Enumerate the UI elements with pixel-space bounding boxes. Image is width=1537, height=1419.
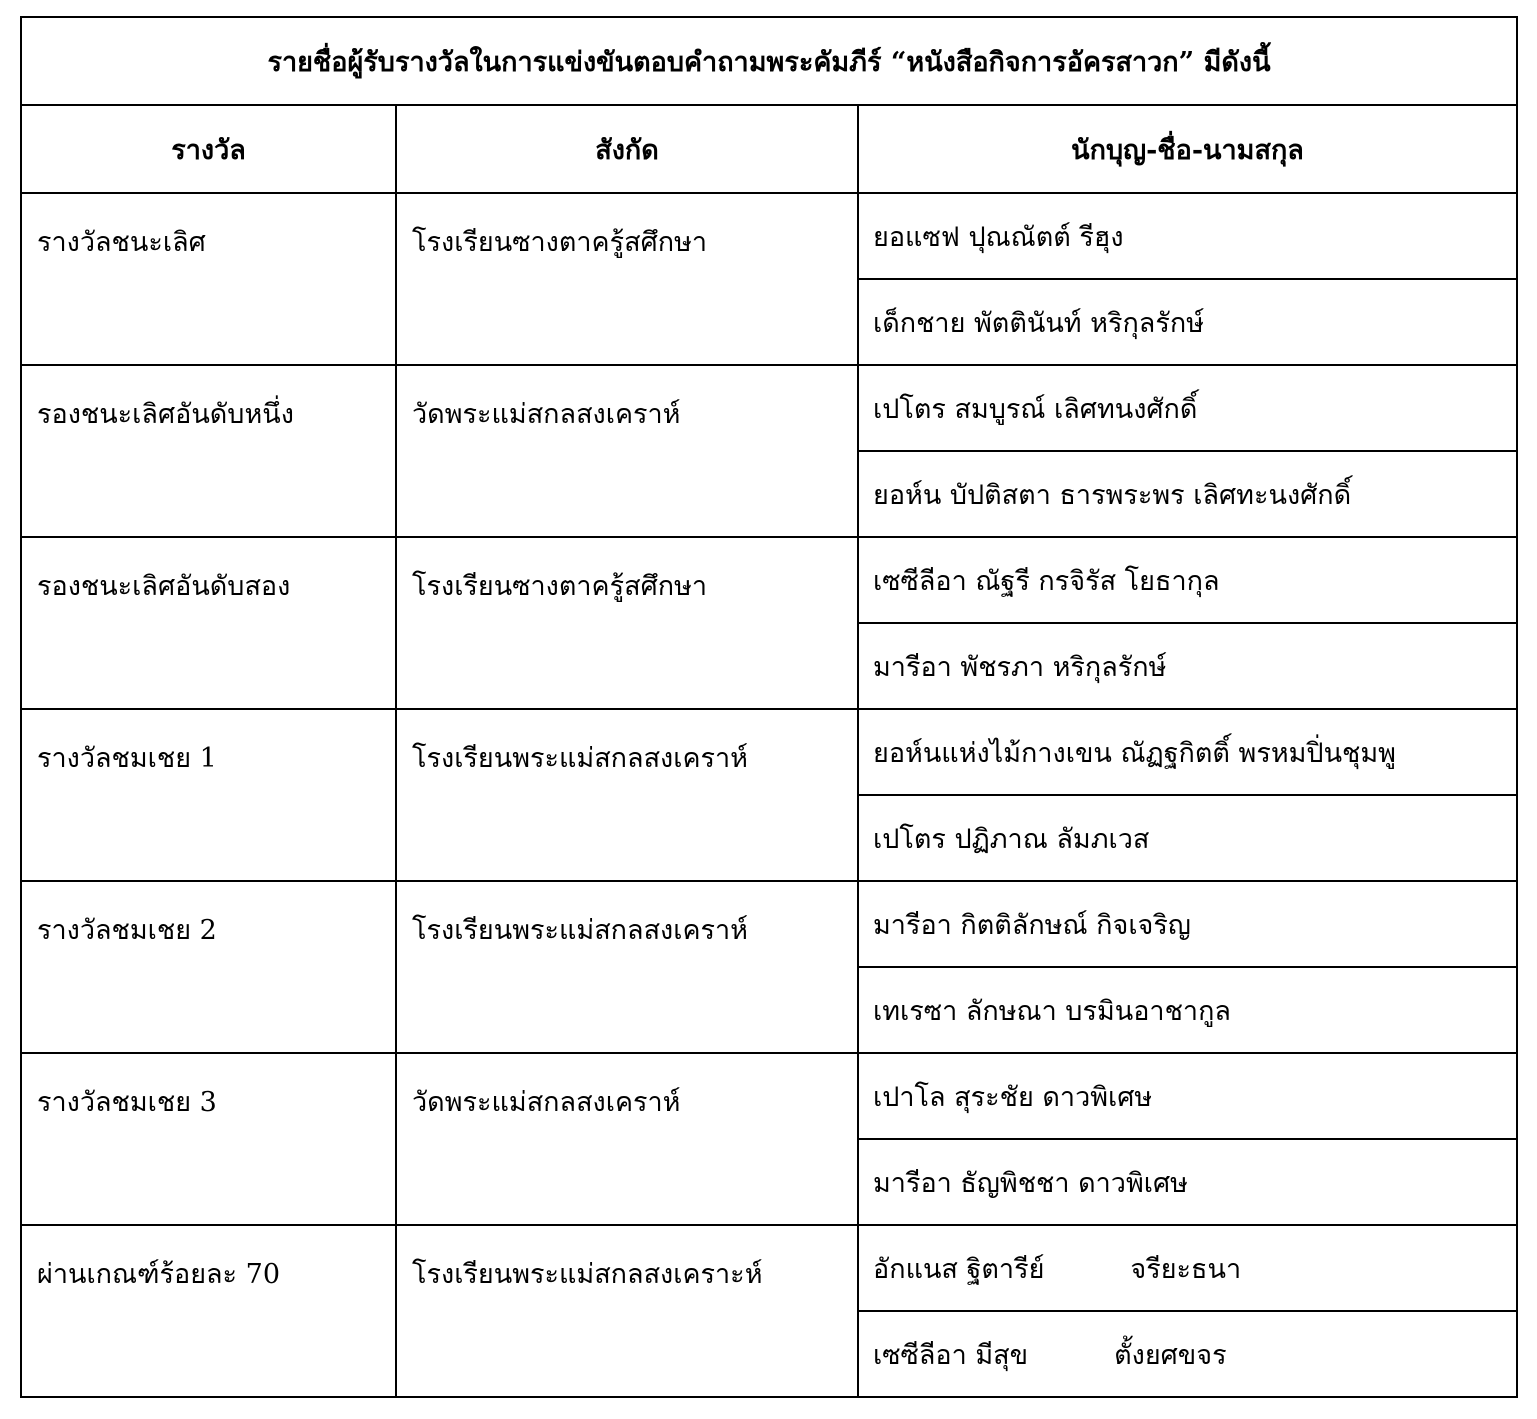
affiliation-cell: โรงเรียนพระแม่สกลสงเคราห์ xyxy=(396,881,858,1053)
person-name: เปาโล สุระชัย ดาวพิเศษ xyxy=(873,1081,1153,1113)
affiliation-cell: โรงเรียนพระแม่สกลสงเคราะห์ xyxy=(396,1225,858,1397)
name-cell xyxy=(858,881,1517,967)
document-title: รายชื่อผู้รับรางวัลในการแข่งขันตอบคำถามพระคัมภีร์ “หนังสือกิจการอัครสาวก” มีดังนี้ xyxy=(21,17,1517,105)
table-body xyxy=(21,193,1517,1397)
person-surname: ตั้งยศขจร xyxy=(1114,1339,1227,1371)
award-cell: รางวัลชมเชย 2 xyxy=(21,881,396,1053)
person-name: เซซีลีอา ณัฐรี กรจิรัส โยธากุล xyxy=(873,565,1220,597)
table-row xyxy=(21,1053,1517,1139)
affiliation-cell: โรงเรียนพระแม่สกลสงเคราห์ xyxy=(396,709,858,881)
header-name: นักบุญ-ชื่อ-นามสกุล xyxy=(858,105,1517,193)
person-name: มารีอา พัชรภา หริกุลรักษ์ xyxy=(873,651,1167,683)
name-cell xyxy=(858,967,1517,1053)
name-cell xyxy=(858,623,1517,709)
name-cell xyxy=(858,1139,1517,1225)
person-name: เปโตร ปฏิภาณ ลัมภเวส xyxy=(873,823,1150,855)
affiliation-cell: โรงเรียนซางตาครู้สศึกษา xyxy=(396,193,858,365)
table-row xyxy=(21,193,1517,279)
person-name: เปโตร สมบูรณ์ เลิศทนงศักดิ์ xyxy=(873,393,1198,425)
award-cell: รองชนะเลิศอันดับหนึ่ง xyxy=(21,365,396,537)
person-name: มารีอา ธัญพิชชา ดาวพิเศษ xyxy=(873,1167,1188,1199)
name-cell xyxy=(858,795,1517,881)
award-cell: รางวัลชนะเลิศ xyxy=(21,193,396,365)
name-cell xyxy=(858,1225,1517,1311)
person-name: เซซีลีอา มีสุข xyxy=(873,1339,1029,1371)
title-row xyxy=(21,17,1517,105)
person-name: ยอห์น บัปติสตา ธารพระพร เลิศทะนงศักดิ์ xyxy=(873,479,1352,511)
header-row xyxy=(21,105,1517,193)
name-cell xyxy=(858,193,1517,279)
person-name: เด็กชาย พัตตินันท์ หริกุลรักษ์ xyxy=(873,307,1205,339)
award-cell: รางวัลชมเชย 1 xyxy=(21,709,396,881)
person-name: ยอห์นแห่งไม้กางเขน ณัฏฐกิตติ์ พรหมปิ่นชุมพู xyxy=(873,737,1396,769)
person-name: เทเรซา ลักษณา บรมินอาชากูล xyxy=(873,995,1231,1027)
name-cell xyxy=(858,279,1517,365)
award-cell: รองชนะเลิศอันดับสอง xyxy=(21,537,396,709)
name-cell xyxy=(858,451,1517,537)
person-surname: จรียะธนา xyxy=(1130,1253,1242,1285)
name-cell xyxy=(858,537,1517,623)
affiliation-cell: โรงเรียนซางตาครู้สศึกษา xyxy=(396,537,858,709)
table-row xyxy=(21,537,1517,623)
affiliation-cell: วัดพระแม่สกลสงเคราห์ xyxy=(396,1053,858,1225)
award-cell: ผ่านเกณฑ์ร้อยละ 70 xyxy=(21,1225,396,1397)
table-row xyxy=(21,365,1517,451)
table-row xyxy=(21,1225,1517,1311)
header-affiliation: สังกัด xyxy=(396,105,858,193)
name-cell xyxy=(858,365,1517,451)
affiliation-cell: วัดพระแม่สกลสงเคราห์ xyxy=(396,365,858,537)
award-cell: รางวัลชมเชย 3 xyxy=(21,1053,396,1225)
name-cell xyxy=(858,1311,1517,1397)
name-cell xyxy=(858,1053,1517,1139)
table-row xyxy=(21,709,1517,795)
person-name: อักแนส ฐิตารีย์ xyxy=(873,1253,1045,1285)
name-cell xyxy=(858,709,1517,795)
table-row xyxy=(21,881,1517,967)
person-name: ยอแซฟ ปุณณัตต์ รีฮุง xyxy=(873,221,1124,253)
awards-table xyxy=(20,16,1518,1398)
person-name: มารีอา กิตติลักษณ์ กิจเจริญ xyxy=(873,909,1191,941)
header-award: รางวัล xyxy=(21,105,396,193)
